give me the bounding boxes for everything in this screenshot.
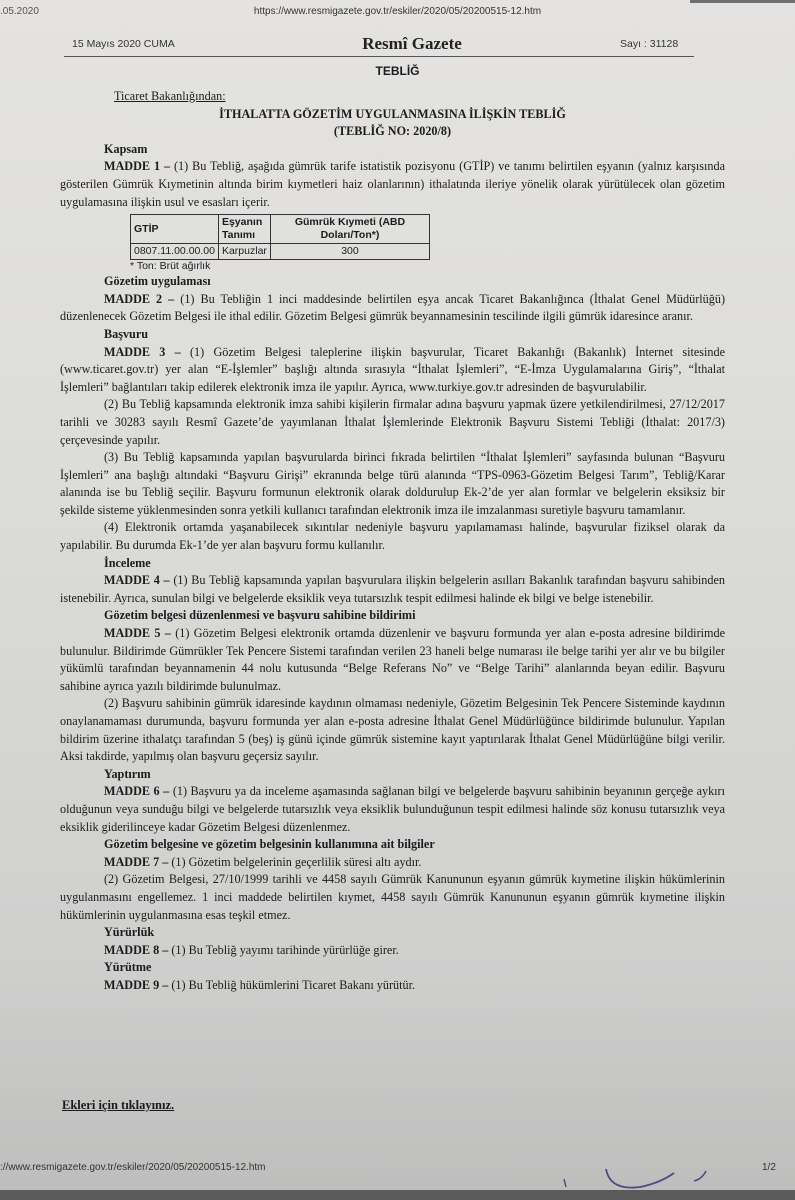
document-body: [60, 88, 725, 995]
photo-bottom-edge: [0, 1190, 795, 1200]
madde-3-p2: (2) Bu Tebliğ kapsamında elektronik imza sahibi kişilerin firmalar adına başvuru yapmak üzere yetkilendirilmesi, 27/12/2017 tarihli ve 30283 sayılı Resmî Gazete’de yayımlanan İthalat İşlemlerinde Elektronik Başvuru Sistemi Tebliği (İthalat: 2017/3) çerçevesinde yapılır.: [60, 397, 725, 447]
print-date: .05.2020: [0, 6, 39, 17]
cell-description: Karpuzlar: [218, 244, 270, 260]
print-header: [0, 0, 795, 22]
header-rule: [64, 56, 694, 57]
print-url: https://www.resmigazete.gov.tr/eskiler/2020/05/20200515-12.htm: [253, 6, 542, 17]
heading-bilgiler: Gözetim belgesine ve gözetim belgesinin kullanımına ait bilgiler: [104, 837, 435, 852]
madde-9: MADDE 9 – (1) Bu Tebliğ hükümlerini Ticaret Bakanı yürütür.: [104, 977, 416, 992]
issuer: Ticaret Bakanlığından:: [114, 89, 226, 103]
gazette-title: Resmî Gazete: [362, 34, 462, 53]
heading-gozetim: Gözetim uygulaması: [104, 274, 211, 289]
gazette-header: [62, 34, 679, 58]
col-description: Eşyanın Tanımı: [218, 215, 270, 244]
gazette-issue: Sayı : 31128: [620, 38, 679, 50]
cell-gtip: 0807.11.00.00.00: [131, 244, 219, 260]
doc-title-line1: İTHALATTA GÖZETİM UYGULANMASINA İLİŞKİN TEBLİĞ: [219, 106, 566, 121]
gtip-table: [130, 214, 430, 260]
heading-duzenleme: Gözetim belgesi düzenlenmesi ve başvuru sahibine bildirimi: [104, 608, 416, 623]
doc-type: TEBLİĞ: [375, 64, 420, 78]
madde-4: MADDE 4 – (1) Bu Tebliğ kapsamında yapılan başvurulara ilişkin belgelerin asılları Bakanlık tarafından başvuru sahibinden istenebilir. Ayrıca, sunulan bilgi ve belgelerde eksiklik veya tutarsızlık tespit edilmesi halinde ek bilgi ve belge istenebilir.: [60, 573, 725, 605]
madde-6: MADDE 6 – (1) Başvuru ya da inceleme aşamasında sağlanan bilgi ve belgelerde başvuru sahibinin beyanının gerçeğe aykırı olduğunun veya sunduğu bilgi ve belgelerde tutarsızlık veya eksiklik bulunduğunun tespit edilmesi halinde söz konusu tutarsızlık veya eksiklik giderilinceye kadar Gözetim Belgesi düzenlenmez.: [60, 784, 725, 834]
madde-5: MADDE 5 – (1) Gözetim Belgesi elektronik ortamda düzenlenir ve başvuru formunda yer alan e-posta adresine bildirimde bulunulur. Bildirimde Gümrükler Tek Pencere Sistemi tarafından verilen 23 haneli belge numarası ile belge tarihi yer alır ve bu bilgiler yükümlü tarafından beyannamenin 44 nolu kutusunda “Belge Referans No” ve “Belge Tarihi” alanlarında beyan edilir. Başvuru sahibine ayrıca yazılı bildirimde bulunulmaz.: [60, 626, 726, 693]
madde-7-p2: (2) Gözetim Belgesi, 27/10/1999 tarihli ve 4458 sayılı Gümrük Kanununun eşyanın gümrük kıymetine ilişkin hükümlerinin uygulanmasını engellemez. 1 inci maddede belirtilen kıymet, 4458 sayılı Gümrük Kanununun eşyanın gümrük kıymetine ilişkin hükümlerinin uygulanmasına esas teşkil etmez.: [60, 872, 725, 922]
cell-value: 300: [270, 244, 429, 260]
heading-basvuru: Başvuru: [104, 326, 149, 341]
col-customs-value: Gümrük Kıymeti (ABD Doları/Ton*): [270, 215, 429, 244]
madde-8: MADDE 8 – (1) Bu Tebliğ yayımı tarihinde yürürlüğe girer.: [104, 942, 399, 957]
table-footnote: * Ton: Brüt ağırlık: [130, 260, 211, 273]
madde-5-p2: (2) Başvuru sahibinin gümrük idaresinde kaydının olmaması nedeniyle, Gözetim Belgesinin Tek Pencere Sisteminde kaydının onaylanamaması durumunda, başvuru formunda yer alan e-posta adresine İthalat Genel Müdürlüğünce bildirimde bulunulur. Yapılan bildirim üzerine ithalatçı tarafından 5 (beş) iş günü içinde gümrük sistemine kayıt yaptırılarak İthalat Genel Müdürlüğüne bilgi verilir. Aksi takdirde, yapılmış olan başvuru geçersiz sayılır.: [60, 696, 725, 764]
madde-2: MADDE 2 – (1) Bu Tebliğin 1 inci maddesinde belirtilen eşya ancak Ticaret Bakanlığınca (İthalat Genel Müdürlüğü) düzenlenecek Gözetim Belgesi ile ithal edilir. Gözetim Belgesi gümrük beyannamesinin tescilinde ilgili gümrük idaresince aranır.: [60, 291, 726, 324]
table-header-row: [131, 215, 430, 244]
madde-3: MADDE 3 – (1) Gözetim Belgesi taleplerine ilişkin başvurular, Ticaret Bakanlığı (Bakanlık) İnternet sitesinde (www.ticaret.gov.tr) yer alan “E-İşlemler” başlığı altında sırasıyla “İthalat İşlemleri”, “E-İmza Uygulamalarına Giriş”, “İthalat İşlemleri” bağlantıları takip edilerek elektronik imza ile yapılır. Ayrıca, www.turkiye.gov.tr adresinden de başvurulabilir.: [60, 344, 725, 394]
madde-3-p4: (4) Elektronik ortamda yaşanabilecek sıkıntılar nedeniyle başvuru yapılamaması halinde, başvurular fiziksel olarak da yapılabilir. Bu durumda Ek-1’de yer alan başvuru formu kullanılır.: [60, 520, 725, 553]
gazette-date: 15 Mayıs 2020 CUMA: [72, 38, 175, 50]
doc-title-line2: (TEBLİĞ NO: 2020/8): [333, 124, 452, 139]
annex-link[interactable]: Ekleri için tıklayınız.: [62, 1098, 175, 1112]
heading-yururluk: Yürürlük: [104, 925, 155, 940]
page-number: 1/2: [762, 1162, 776, 1173]
madde-3-p3: (3) Bu Tebliğ kapsamında yapılan başvurularda birinci fıkrada belirtilen “İthalat İşlemleri” sayfasında bulunan “Başvuru İşlemleri” ana başlığı altındaki “Başvuru Girişi” ekranında belge türü alanında “TPS-0963-Gözetim Belgesi Tarım”, Tebliğ/Karar alanında ise bu Tebliğ seçilir. Başvuru formunun elektronik olarak doldurulup Ek-2’de yer alan formlar ve belgelerin eksiksiz bir şekilde sisteme yüklenmesinden sonra yetkili kullanıcı tarafından elektronik imza ile imzalanması suretiyle başvuru tamamlanır.: [60, 450, 725, 517]
heading-kapsam: Kapsam: [104, 141, 148, 156]
table-row: [131, 244, 430, 260]
heading-yaptirim: Yaptırım: [104, 766, 151, 781]
madde-1: MADDE 1 – (1) Bu Tebliğ, aşağıda gümrük tarife istatistik pozisyonu (GTİP) ve tanımı belirtilen eşyanın (yalnız karşısında gösterilen Gümrük Kıymetinin altında birim kıymetleri haiz olanlarının) ithalatında ileriye yönelik olarak yürütülecek olan gözetim uygulamasına ilişkin usul ve esasları içerir.: [60, 159, 725, 209]
print-footer-url: ://www.resmigazete.gov.tr/eskiler/2020/05/20200515-12.htm: [0, 1162, 266, 1173]
madde-7: MADDE 7 – (1) Gözetim belgelerinin geçerlilik süresi altı aydır.: [104, 854, 422, 869]
heading-inceleme: İnceleme: [104, 555, 151, 570]
col-gtip: GTİP: [131, 215, 219, 244]
heading-yurutme: Yürütme: [104, 960, 152, 975]
